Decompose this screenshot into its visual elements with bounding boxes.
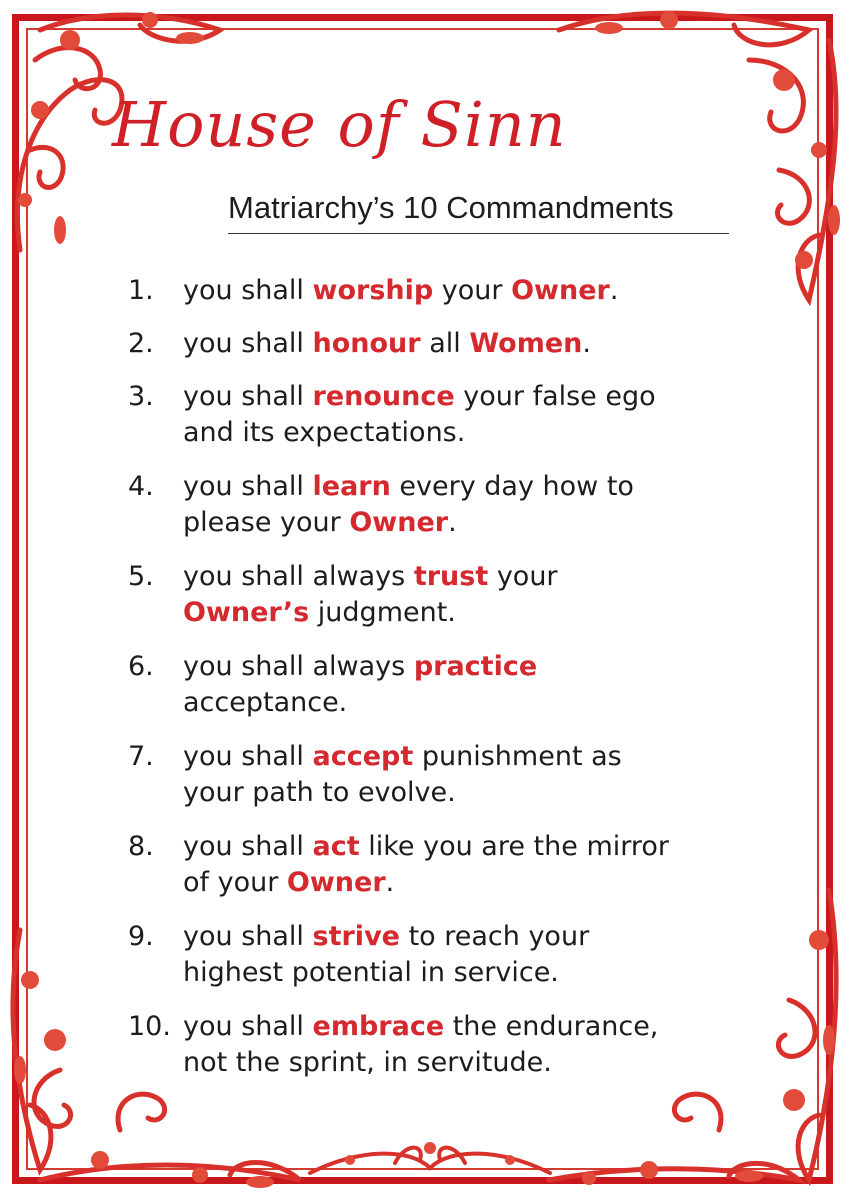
commandment-number: 7. [128, 741, 154, 772]
highlighted-word: Owner [286, 867, 386, 898]
commandment-text [183, 273, 753, 309]
page-title: Matriarchy’s 10 Commandments [228, 190, 674, 225]
highlighted-word: Women [469, 328, 583, 359]
commandment-text [183, 326, 753, 362]
commandment-number: 4. [128, 471, 154, 502]
commandment-text-segment: you shall [183, 275, 313, 306]
commandment-text [183, 469, 753, 541]
highlighted-word: accept [312, 741, 414, 772]
highlighted-word: practice [413, 651, 538, 682]
highlighted-word: trust [413, 561, 489, 592]
commandment-text [183, 739, 753, 811]
commandment-text-segment: please your [183, 507, 350, 538]
commandment-text [183, 379, 753, 451]
title-underline [228, 233, 729, 234]
commandment-text [183, 559, 753, 631]
commandment-number: 2. [128, 328, 154, 359]
commandment-text [183, 649, 753, 721]
highlighted-word: Owner [511, 275, 610, 306]
commandment-text-segment: you shall [183, 328, 313, 359]
commandment-text-segment: . [448, 507, 457, 538]
commandment-text-segment: every day how to [390, 471, 634, 502]
commandment-number: 6. [128, 651, 154, 682]
commandment-text-segment: all [420, 328, 470, 359]
commandment-text-segment: acceptance. [183, 687, 348, 718]
commandment-text-segment: your path to evolve. [183, 777, 456, 808]
commandment-text-segment: you shall [183, 1011, 313, 1042]
commandment-text-segment: you shall always [183, 561, 414, 592]
commandment-text-segment: the endurance, [444, 1011, 659, 1042]
commandment-number: 3. [128, 381, 154, 412]
highlighted-word: Owner’s [183, 597, 310, 628]
commandment-text-segment: of your [183, 867, 287, 898]
commandment-text-segment: . [582, 328, 591, 359]
commandment-text-segment: you shall [183, 921, 313, 952]
ornament-bottom-center [300, 1128, 560, 1188]
commandment-text [183, 829, 753, 901]
commandment-text-segment: you shall always [183, 651, 414, 682]
commandment-text-segment: you shall [183, 831, 313, 862]
commandment-text-segment: . [385, 867, 395, 898]
commandment-text-segment: you shall [183, 381, 313, 412]
highlighted-word: learn [312, 471, 391, 502]
commandment-number: 9. [128, 921, 154, 952]
highlighted-word: act [312, 831, 360, 862]
commandment-text-segment: your [488, 561, 558, 592]
commandment-text-segment: you shall [183, 471, 313, 502]
commandment-text-segment: to reach your [399, 921, 590, 952]
commandment-text-segment: and its expectations. [183, 417, 466, 448]
commandment-text [183, 1009, 753, 1081]
commandment-text-segment: highest potential in service. [183, 957, 559, 988]
commandment-number: 5. [128, 561, 154, 592]
highlighted-word: strive [312, 921, 400, 952]
commandment-number: 10. [128, 1011, 171, 1042]
highlighted-word: Owner [349, 507, 449, 538]
commandment-text-segment: your false ego [454, 381, 656, 412]
commandment-number: 1. [128, 275, 154, 306]
commandment-text [183, 919, 753, 991]
commandment-text-segment: like you are the mirror [359, 831, 669, 862]
commandment-number: 8. [128, 831, 154, 862]
commandment-text-segment: not the sprint, in servitude. [183, 1047, 552, 1078]
highlighted-word: honour [312, 328, 421, 359]
commandment-text-segment: . [609, 275, 619, 306]
commandment-text-segment: your [433, 275, 512, 306]
script-title: House of Sinn [112, 88, 567, 161]
highlighted-word: worship [312, 275, 434, 306]
commandment-text-segment: punishment as [413, 741, 622, 772]
ornament-top-right [549, 0, 849, 320]
commandment-text-segment: you shall [183, 741, 313, 772]
commandment-text-segment: judgment. [309, 597, 456, 628]
highlighted-word: renounce [312, 381, 455, 412]
highlighted-word: embrace [312, 1011, 445, 1042]
